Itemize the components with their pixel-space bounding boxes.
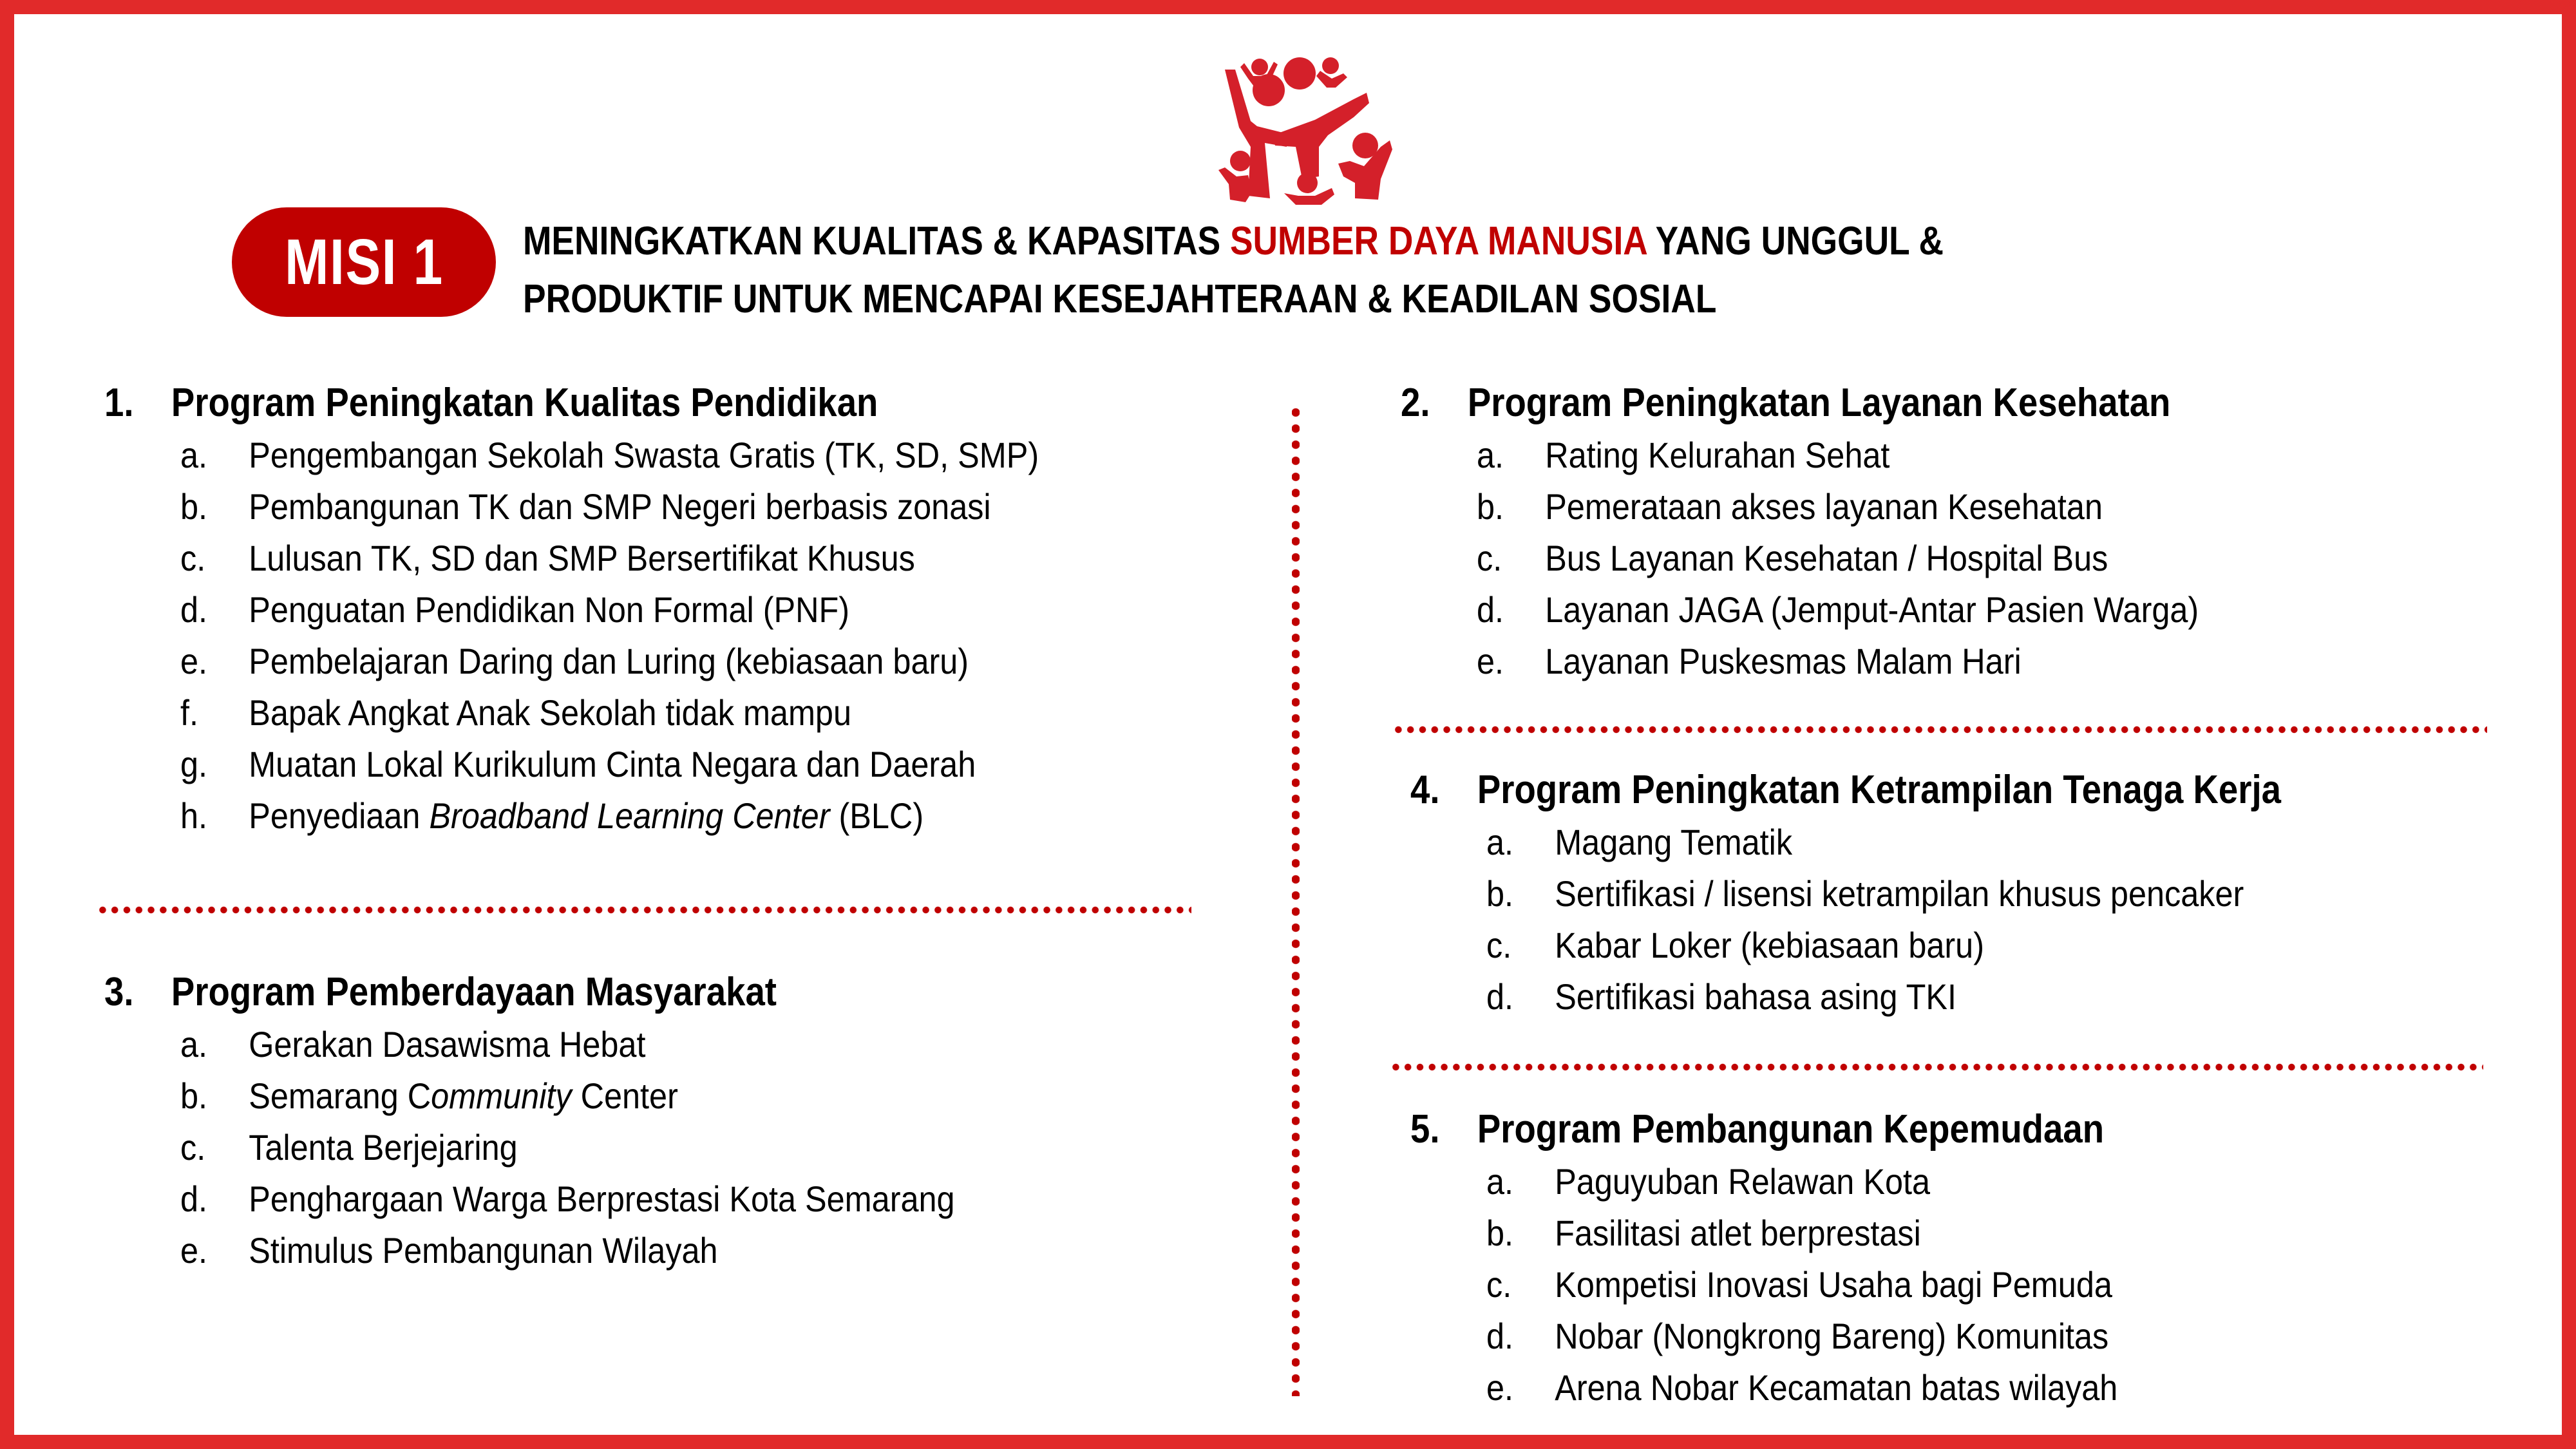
item-letter: b. bbox=[180, 1075, 208, 1116]
item-text: Arena Nobar Kecamatan batas wilayah bbox=[1555, 1367, 2118, 1408]
item-letter: e. bbox=[1486, 1367, 1514, 1408]
list-item bbox=[180, 636, 1039, 687]
item-text: Pembelajaran Daring dan Luring (kebiasaan baru) bbox=[249, 641, 969, 681]
people-group-logo bbox=[1206, 50, 1399, 205]
section-community-empowerment bbox=[104, 966, 1041, 1276]
item-letter: b. bbox=[180, 486, 208, 527]
item-text: Paguyuban Relawan Kota bbox=[1555, 1161, 1931, 1202]
list-item bbox=[1477, 636, 2199, 687]
section-health bbox=[1401, 377, 2279, 687]
section-title bbox=[1410, 764, 2281, 817]
item-text: Sertifikasi bahasa asing TKI bbox=[1555, 976, 1956, 1017]
item-text: Kabar Loker (kebiasaan baru) bbox=[1555, 925, 1985, 965]
section-title bbox=[1401, 377, 2174, 430]
item-text: Fasilitasi atlet berprestasi bbox=[1555, 1213, 1921, 1253]
item-text: Talenta Berjejaring bbox=[249, 1127, 518, 1168]
headline-text: MENINGKATKAN KUALITAS & KAPASITAS bbox=[523, 219, 1230, 263]
section-title bbox=[104, 377, 1010, 430]
section-title bbox=[1410, 1103, 2104, 1156]
item-letter: a. bbox=[1486, 822, 1514, 862]
item-letter: b. bbox=[1486, 1213, 1514, 1253]
item-letter: a. bbox=[180, 1024, 208, 1065]
item-letter: c. bbox=[1486, 1264, 1512, 1305]
list-item bbox=[180, 1122, 955, 1173]
item-letter: g. bbox=[180, 744, 208, 784]
item-text: Bapak Angkat Anak Sekolah tidak mampu bbox=[249, 692, 852, 733]
item-letter: d. bbox=[180, 1179, 208, 1219]
item-letter: a. bbox=[1486, 1161, 1514, 1202]
item-letter: c. bbox=[180, 538, 206, 578]
item-letter: d. bbox=[1486, 976, 1514, 1017]
item-text: Penyediaan bbox=[249, 795, 430, 836]
item-text: Gerakan Dasawisma Hebat bbox=[249, 1024, 646, 1065]
item-text: Penghargaan Warga Berprestasi Kota Semarang bbox=[249, 1179, 955, 1219]
list-item bbox=[180, 1173, 955, 1225]
list-item bbox=[1477, 533, 2199, 584]
list-item bbox=[1486, 1362, 2127, 1414]
list-item bbox=[1486, 1259, 2127, 1311]
dotted-vertical-divider bbox=[1292, 404, 1300, 1396]
item-letter: a. bbox=[1477, 435, 1504, 475]
dotted-separator bbox=[97, 906, 1191, 914]
section-title-text: Program Peningkatan Ketrampilan Tenaga Kerja bbox=[1477, 768, 2282, 812]
list-item bbox=[180, 790, 1039, 842]
list-item bbox=[180, 1019, 955, 1070]
item-letter: d. bbox=[1486, 1316, 1514, 1356]
item-letter: c. bbox=[1486, 925, 1512, 965]
dotted-separator bbox=[1390, 1063, 2483, 1071]
item-text: Rating Kelurahan Sehat bbox=[1545, 435, 1890, 475]
headline-text: YANG UNGGUL & bbox=[1646, 219, 1944, 263]
item-letter: e. bbox=[180, 641, 208, 681]
section-number: 4. bbox=[1410, 768, 1440, 812]
item-letter: c. bbox=[180, 1127, 206, 1168]
list-item bbox=[180, 1070, 955, 1122]
section-youth-development bbox=[1410, 1103, 2199, 1414]
list-item bbox=[1486, 1311, 2127, 1362]
list-item bbox=[1486, 971, 2309, 1023]
list-item bbox=[180, 584, 1039, 636]
misi-badge-label: MISI 1 bbox=[284, 225, 444, 298]
headline-accent-text: SUMBER DAYA MANUSIA bbox=[1229, 219, 1647, 263]
section-number: 5. bbox=[1410, 1107, 1440, 1151]
item-letter: e. bbox=[180, 1230, 208, 1271]
item-letter: a. bbox=[180, 435, 208, 475]
item-text: Semarang C bbox=[249, 1075, 431, 1116]
item-letter: f. bbox=[180, 692, 199, 733]
item-text: Pemerataan akses layanan Kesehatan bbox=[1545, 486, 2103, 527]
item-text: Layanan JAGA (Jemput-Antar Pasien Warga) bbox=[1545, 589, 2199, 630]
item-letter: d. bbox=[1477, 589, 1504, 630]
item-text: Muatan Lokal Kurikulum Cinta Negara dan Daerah bbox=[249, 744, 976, 784]
headline-line-1 bbox=[523, 213, 2240, 270]
mission-headline bbox=[523, 213, 2240, 328]
item-text: Pengembangan Sekolah Swasta Gratis (TK, SD, SMP) bbox=[249, 435, 1039, 475]
item-text: Kompetisi Inovasi Usaha bagi Pemuda bbox=[1555, 1264, 2112, 1305]
item-letter: h. bbox=[180, 795, 208, 836]
item-letter: b. bbox=[1477, 486, 1504, 527]
item-text-italic: Broadband Learning Center bbox=[429, 795, 830, 836]
item-text: Bus Layanan Kesehatan / Hospital Bus bbox=[1545, 538, 2108, 578]
item-text: Layanan Puskesmas Malam Hari bbox=[1545, 641, 2022, 681]
section-title-text: Program Peningkatan Layanan Kesehatan bbox=[1467, 381, 2171, 425]
section-education bbox=[104, 377, 1134, 842]
item-text-italic: ommunity bbox=[431, 1075, 572, 1116]
item-text: Magang Tematik bbox=[1555, 822, 1793, 862]
list-item bbox=[1477, 481, 2199, 533]
dotted-separator bbox=[1392, 726, 2487, 734]
list-item bbox=[1477, 430, 2199, 481]
headline-line-2: PRODUKTIF UNTUK MENCAPAI KESEJAHTERAAN & KEADILAN SOSIAL bbox=[523, 277, 1717, 321]
list-item bbox=[1486, 1208, 2127, 1259]
item-letter: b. bbox=[1486, 873, 1514, 914]
item-text: Pembangunan TK dan SMP Negeri berbasis zonasi bbox=[249, 486, 991, 527]
section-number: 1. bbox=[104, 381, 134, 425]
misi-badge bbox=[232, 207, 496, 317]
list-item bbox=[180, 687, 1039, 739]
item-letter: e. bbox=[1477, 641, 1504, 681]
item-text: Stimulus Pembangunan Wilayah bbox=[249, 1230, 718, 1271]
list-item bbox=[180, 430, 1039, 481]
item-text: Penguatan Pendidikan Non Formal (PNF) bbox=[249, 589, 850, 630]
section-title bbox=[104, 966, 929, 1019]
section-title-text: Program Peningkatan Kualitas Pendidikan bbox=[171, 381, 878, 425]
item-text: Nobar (Nongkrong Bareng) Komunitas bbox=[1555, 1316, 2109, 1356]
list-item bbox=[1486, 1156, 2127, 1208]
list-item bbox=[180, 1225, 955, 1276]
item-letter: c. bbox=[1477, 538, 1502, 578]
list-item bbox=[1486, 817, 2309, 868]
list-item bbox=[1486, 920, 2309, 971]
item-text: Sertifikasi / lisensi ketrampilan khusus pencaker bbox=[1555, 873, 2244, 914]
item-text: Lulusan TK, SD dan SMP Bersertifikat Khusus bbox=[249, 538, 915, 578]
section-workforce-skills bbox=[1410, 764, 2400, 1023]
list-item bbox=[180, 739, 1039, 790]
list-item bbox=[1477, 584, 2199, 636]
list-item bbox=[180, 533, 1039, 584]
section-title-text: Program Pemberdayaan Masyarakat bbox=[171, 970, 777, 1014]
item-letter: d. bbox=[180, 589, 208, 630]
item-text: Center bbox=[571, 1075, 678, 1116]
item-text: (BLC) bbox=[829, 795, 924, 836]
section-title-text: Program Pembangunan Kepemudaan bbox=[1477, 1107, 2105, 1151]
section-number: 3. bbox=[104, 970, 134, 1014]
list-item bbox=[180, 481, 1039, 533]
section-number: 2. bbox=[1401, 381, 1430, 425]
list-item bbox=[1486, 868, 2309, 920]
